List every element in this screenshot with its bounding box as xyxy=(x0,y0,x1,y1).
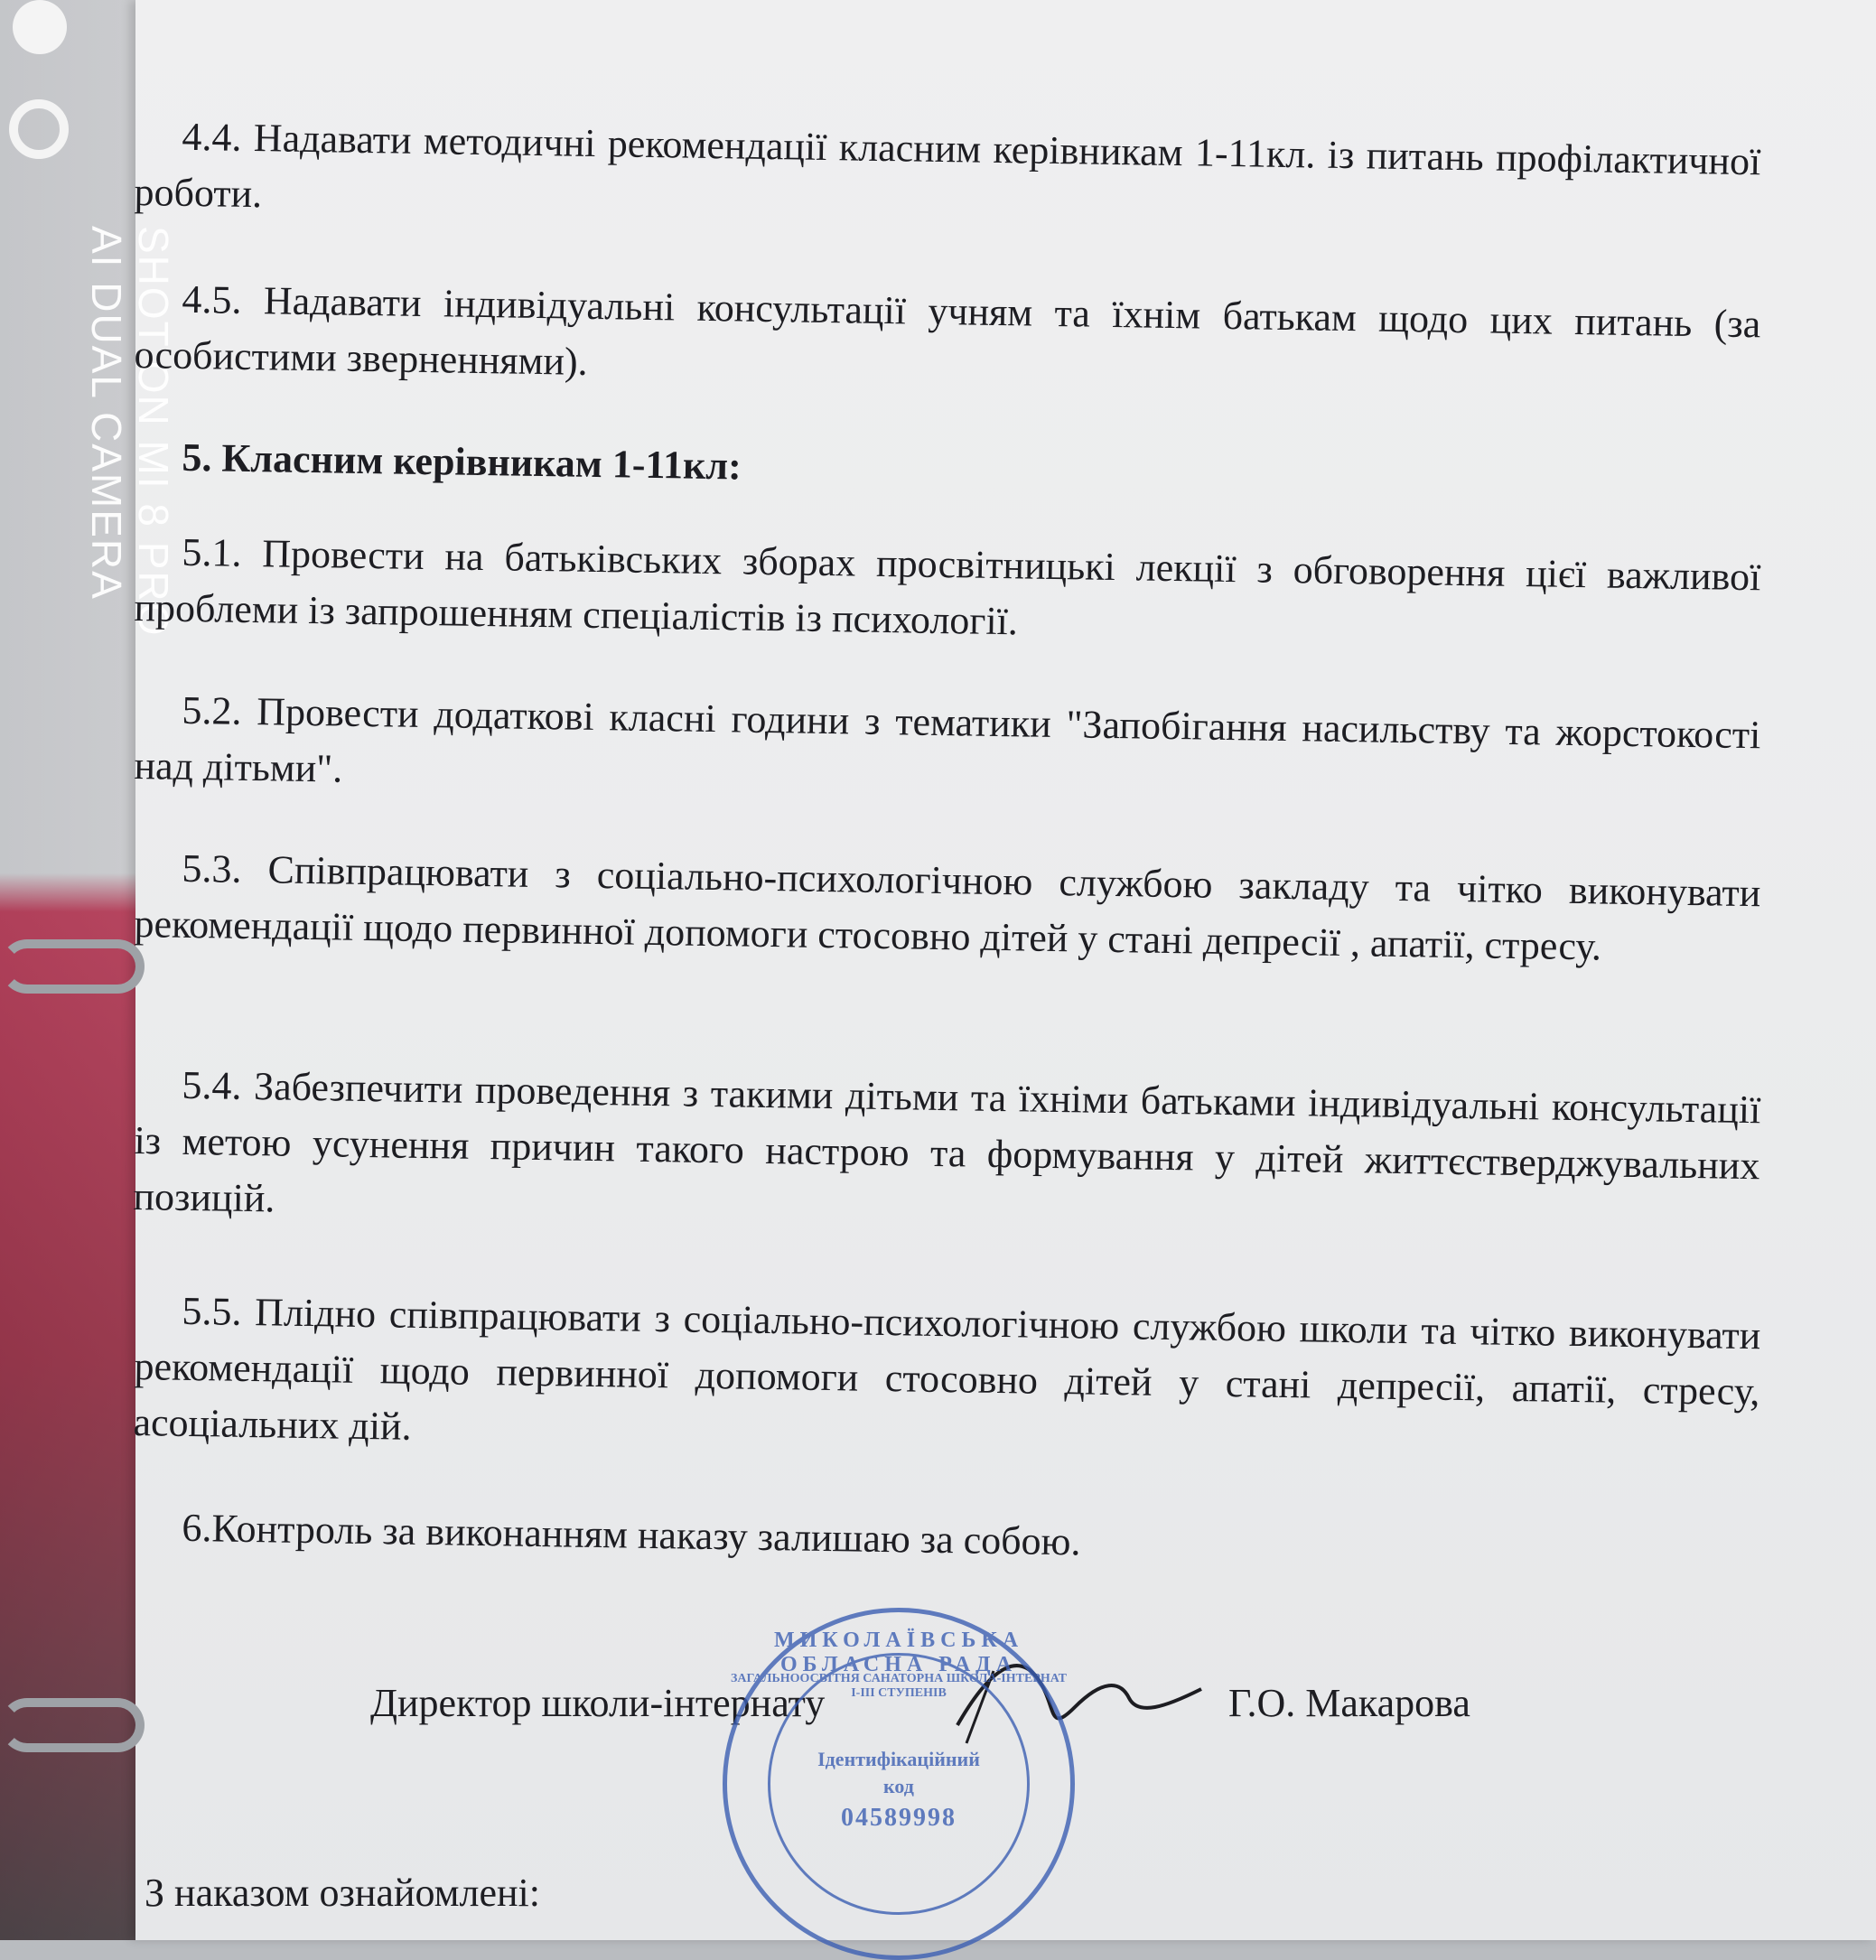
stamp-code: 04589998 xyxy=(841,1804,957,1832)
watermark-line-1: SHOT ON MI 8 PRO xyxy=(130,226,177,638)
paragraph-5-2-text: 5.2. Провести додаткові класні години з тематики "Запобігання насильству та жорстокості над дітьми". xyxy=(134,687,1761,791)
binder-ring-top xyxy=(0,939,145,994)
official-stamp xyxy=(723,1608,1075,1960)
stamp-center-line-2: код xyxy=(883,1775,914,1797)
paragraph-5-3-text: 5.3. Співпрацювати з соціально-психологічною службою закладу та чітко виконувати рекомендації щодо первинної допомоги стосовно дітей у стані депресії , апатії, стресу. xyxy=(134,845,1761,969)
paragraph-5-4 xyxy=(133,1057,1761,1250)
watermark-line-2: AI DUAL CAMERA xyxy=(83,226,130,601)
paragraph-5-5-text: 5.5. Плідно співпрацювати з соціально-психологічною службою школи та чітко виконувати рекомендації щодо первинної допомоги стосовно дітей у стані депресії, апатії, стресу, асоціальних дій. xyxy=(133,1288,1761,1449)
binder-ring-bottom xyxy=(0,1698,145,1752)
acknowledged-label: З наказом ознайомлені: xyxy=(145,1871,540,1915)
paragraph-5-5 xyxy=(133,1283,1761,1476)
signature-position: Директор школи-інтернату xyxy=(370,1681,826,1725)
camera-watermark-dot-icon xyxy=(13,0,67,54)
paragraph-5-1-text: 5.1. Провести на батьківських зборах просвітницькі лекції з обговорення цієї важливої проблеми із запрошенням спеціалістів із психології. xyxy=(134,529,1761,644)
paragraph-5-4-text: 5.4. Забезпечити проведення з такими дітьми та їхніми батьками індивідуальні консультації із метою усунення причин такого настрою та формування у дітей життєстверджувальних позицій. xyxy=(133,1062,1761,1221)
paragraph-6-text: 6.Контроль за виконанням наказу залишаю за собою. xyxy=(182,1505,1081,1564)
paragraph-4-4-text: 4.4. Надавати методичні рекомендації класним керівникам 1-11кл. із питань профілактичної роботи. xyxy=(134,114,1761,217)
camera-watermark-ring-icon xyxy=(9,99,69,159)
paragraph-4-5-text: 4.5. Надавати індивідуальні консультації учням та їхнім батькам щодо цих питань (за особистими зверненнями). xyxy=(134,276,1761,384)
stamp-outer-text: МИКОЛАЇВСЬКА ОБЛАСНА РАДА xyxy=(773,1629,1024,1676)
stamp-center-line-1: Ідентифікаційний xyxy=(817,1748,980,1770)
stamp-middle-text: ЗАГАЛЬНООСВІТНЯ САНАТОРНА ШКОЛА-ІНТЕРНАТ І-ІІІ СТУПЕНІВ xyxy=(731,1672,1067,1700)
signature-name: Г.О. Макарова xyxy=(1228,1681,1470,1725)
section-5-heading-text: 5. Класним керівникам 1-11кл: xyxy=(182,434,742,489)
